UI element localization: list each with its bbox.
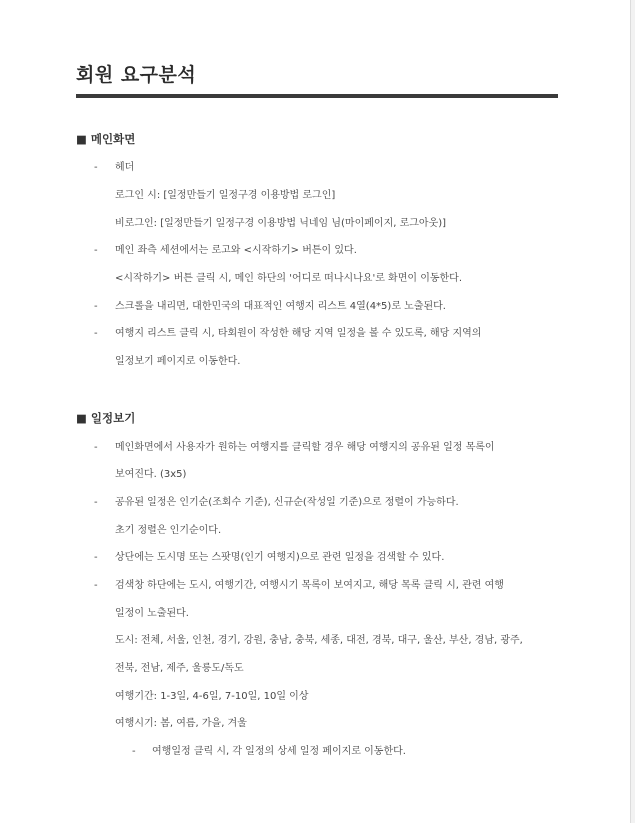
section-heading-main: ■ 메인화면 bbox=[76, 132, 136, 146]
list-item-continuation: 여행기간: 1-3일, 4-6일, 7-10일, 10일 이상 bbox=[115, 691, 309, 702]
section-heading-schedule: ■ 일정보기 bbox=[76, 411, 136, 425]
list-item bbox=[94, 441, 495, 455]
bullet-dash: - bbox=[94, 245, 98, 256]
document-title: 회원 요구분석 bbox=[76, 64, 197, 86]
page-edge bbox=[630, 0, 635, 823]
list-item-continuation: 로그인 시: [일정만들기 일정구경 이용방법 로그인] bbox=[115, 190, 336, 201]
list-item-text: 메인화면에서 사용자가 원하는 여행지를 클릭할 경우 해당 여행지의 공유된 일정 목록이 bbox=[115, 442, 495, 453]
bullet-dash: - bbox=[132, 746, 136, 757]
title-underline bbox=[76, 94, 558, 98]
list-item bbox=[94, 300, 446, 314]
list-item bbox=[94, 496, 459, 510]
bullet-dash: - bbox=[94, 328, 98, 339]
list-item-text: 메인 좌측 세션에서는 로고와 <시작하기> 버튼이 있다. bbox=[115, 245, 357, 256]
list-item-text: 공유된 일정은 인기순(조회수 기준), 신규순(작성일 기준)으로 정렬이 가능하다. bbox=[115, 497, 459, 508]
bullet-dash: - bbox=[94, 162, 98, 173]
list-item-text: 여행지 리스트 클릭 시, 타회원이 작성한 해당 지역 일정을 볼 수 있도록, 해당 지역의 bbox=[115, 328, 482, 339]
list-item-continuation: 전북, 전남, 제주, 울릉도/독도 bbox=[115, 663, 244, 674]
list-item-continuation: 비로그인: [일정만들기 일정구경 이용방법 닉네임 님(마이페이지, 로그아웃)] bbox=[115, 218, 447, 229]
list-item-text: 스크롤을 내리면, 대한민국의 대표적인 여행지 리스트 4열(4*5)로 노출된다. bbox=[115, 301, 446, 312]
list-item-continuation: 초기 정렬은 인기순이다. bbox=[115, 525, 222, 536]
list-item-text: 여행일정 클릭 시, 각 일정의 상세 일정 페이지로 이동한다. bbox=[152, 746, 406, 757]
list-item-continuation: 도시: 전체, 서울, 인천, 경기, 강원, 충남, 충북, 세종, 대전, 경북, 대구, 울산, 부산, 경남, 광주, bbox=[115, 635, 523, 646]
list-item-text: 검색창 하단에는 도시, 여행기간, 여행시기 목록이 보여지고, 해당 목록 클릭 시, 관련 여행 bbox=[115, 580, 504, 591]
list-item-continuation: <시작하기> 버튼 클릭 시, 메인 하단의 '어디로 떠나시나요'로 화면이 이동한다. bbox=[115, 273, 463, 284]
list-item-text: 상단에는 도시명 또는 스팟명(인기 여행지)으로 관련 일정을 검색할 수 있다. bbox=[115, 552, 445, 563]
list-item-continuation: 일정보기 페이지로 이동한다. bbox=[115, 356, 241, 367]
bullet-dash: - bbox=[94, 552, 98, 563]
bullet-dash: - bbox=[94, 497, 98, 508]
list-item bbox=[94, 579, 504, 593]
list-item bbox=[94, 161, 135, 175]
sub-list-item bbox=[132, 745, 406, 759]
list-item-continuation: 일정이 노출된다. bbox=[115, 608, 189, 619]
bullet-dash: - bbox=[94, 301, 98, 312]
list-item-text: 헤더 bbox=[115, 162, 135, 173]
list-item-continuation: 보여진다. (3x5) bbox=[115, 469, 187, 480]
bullet-dash: - bbox=[94, 442, 98, 453]
list-item bbox=[94, 551, 445, 565]
bullet-dash: - bbox=[94, 580, 98, 591]
list-item bbox=[94, 327, 482, 341]
list-item-continuation: 여행시기: 봄, 여름, 가을, 겨울 bbox=[115, 718, 247, 729]
list-item bbox=[94, 244, 357, 258]
